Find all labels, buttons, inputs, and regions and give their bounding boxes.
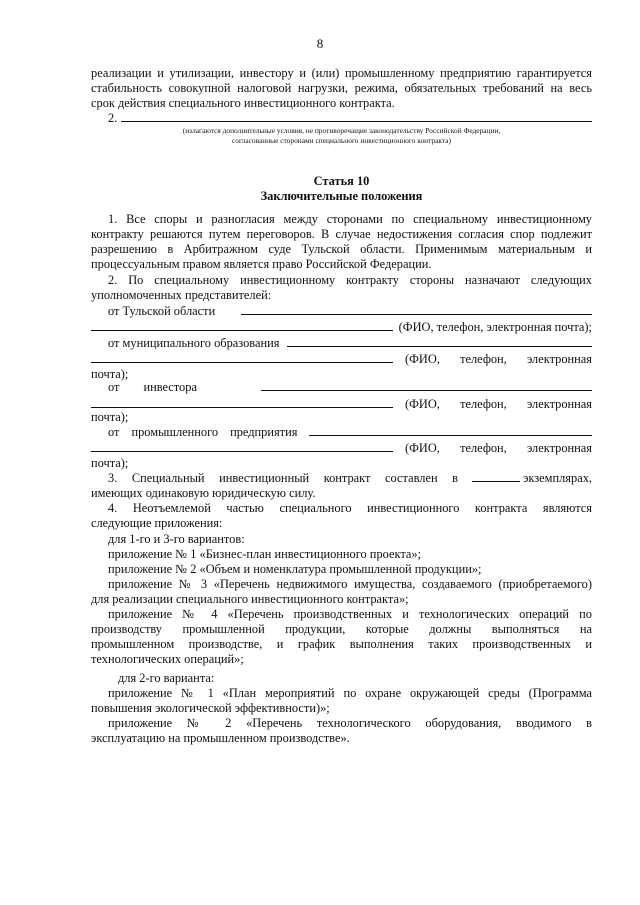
investor-mail-label: почта); [91, 410, 129, 424]
from-municipal-label: от муниципального образования [108, 336, 280, 350]
from-investor-word-1: от [108, 380, 120, 394]
p1-line-3: разрешению в Арбитражном суде Тульской области. Применимым материальным и [91, 242, 592, 256]
appendix-4-line-2: производству промышленной продукции, которые должны выполняться на [91, 622, 592, 636]
appendix-3-line-2: для реализации специального инвестиционного контракта»; [91, 592, 409, 606]
municipal-fio-blank [91, 352, 393, 363]
tula-fio-blank [91, 320, 393, 331]
representative-tula-fio-row [91, 320, 592, 335]
article-subtitle: Заключительные положения [260, 189, 423, 203]
variant-2-appendix-2-line-2: эксплуатацию на промышленном производстве». [91, 731, 350, 745]
enterprise-fio-word-2: телефон, [460, 441, 507, 455]
enterprise-fio-blank [91, 441, 393, 452]
intro-line-1: реализации и утилизации, инвестору и (или) промышленному предприятию гарантируется [91, 66, 592, 80]
p2-line-2: уполномоченных представителей: [91, 288, 272, 302]
investor-fio-word-1: (ФИО, [405, 397, 440, 411]
p4-line-1: 4. Неотъемлемой частью специального инвестиционного контракта являются [108, 501, 592, 515]
municipal-mail-label: почта); [91, 367, 129, 381]
representative-investor-row [108, 380, 592, 395]
tula-representative-blank [241, 304, 592, 315]
representative-tula-row [108, 304, 592, 319]
copies-count-blank [472, 471, 520, 482]
representative-enterprise-row [108, 425, 592, 440]
variant-2-appendix-1-line-1: приложение № 1 «План мероприятий по охране окружающей среды (Программа [108, 686, 592, 700]
tula-fio-label: (ФИО, телефон, электронная почта); [398, 320, 592, 334]
representative-enterprise-fio-row [91, 441, 592, 456]
from-investor-word-2: инвестора [143, 380, 197, 394]
enterprise-representative-blank [309, 425, 592, 436]
municipal-fio-word-1: (ФИО, [405, 352, 440, 366]
p3-line-1-text: 3. Специальный инвестиционный контракт составлен в [108, 471, 458, 485]
p3-line-2: имеющих одинаковую юридическую силу. [91, 486, 316, 500]
enterprise-mail-label: почта); [91, 456, 129, 470]
p3-copies-word: экземплярах, [523, 471, 592, 485]
appendix-4-line-3: промышленном производстве, и график выполнения таких производственных и [91, 637, 592, 651]
from-enterprise-word-2: промышленного [131, 425, 219, 439]
enterprise-fio-word-3: электронная [526, 441, 592, 455]
appendix-2: приложение № 2 «Объем и номенклатура промышленной продукции»; [108, 562, 482, 576]
variant-2-appendix-2-line-1: приложение № 2 «Перечень технологического оборудования, вводимого в [108, 716, 592, 730]
appendix-1: приложение № 1 «Бизнес-план инвестиционного проекта»; [108, 547, 422, 561]
investor-representative-blank [261, 380, 592, 391]
variants-1-3-heading: для 1-го и 3-го вариантов: [108, 532, 245, 546]
representative-municipal-row [108, 336, 592, 351]
enterprise-fio-word-1: (ФИО, [405, 441, 440, 455]
representative-municipal-fio-row [91, 352, 592, 367]
from-enterprise-word-1: от [108, 425, 120, 439]
p2-line-1: 2. По специальному инвестиционному контракту стороны назначают следующих [108, 273, 592, 287]
investor-fio-blank [91, 397, 393, 408]
additional-condition-blank [121, 111, 592, 122]
note-line-2: согласованные сторонами специального инвестиционного контракта) [232, 136, 451, 145]
municipal-fio-word-2: телефон, [460, 352, 507, 366]
appendix-4-line-1: приложение № 4 «Перечень производственных и технологических операций по [108, 607, 592, 621]
variant-2-heading: для 2-го варианта: [118, 671, 215, 685]
from-enterprise-word-3: предприятия [230, 425, 298, 439]
p1-line-2: контракту решаются путем переговоров. В случае недостижения согласия спор подлежит [91, 227, 592, 241]
item-2-number: 2. [108, 111, 118, 125]
intro-line-2: стабильность совокупной налоговой нагрузки, режима, обязательных требований на весь [91, 81, 592, 95]
from-tula-label: от Тульской области [108, 304, 216, 318]
p3-line-1 [108, 471, 592, 486]
municipal-fio-word-3: электронная [526, 352, 592, 366]
investor-fio-word-2: телефон, [460, 397, 507, 411]
p1-line-1: 1. Все споры и разногласия между сторонами по специальному инвестиционному [108, 212, 592, 226]
investor-fio-word-3: электронная [526, 397, 592, 411]
additional-condition-item [108, 111, 592, 126]
appendix-4-line-4: технологических операций»; [91, 652, 244, 666]
municipal-representative-blank [287, 336, 592, 347]
note-line-1: (излагаются дополнительные условия, не противоречащие законодательству Российской Федерации, [182, 126, 501, 135]
variant-2-appendix-1-line-2: повышения экологической эффективности)»; [91, 701, 330, 715]
p1-line-4: процессуальным правом является право Российской Федерации. [91, 257, 432, 271]
article-title: Статья 10 [313, 174, 370, 188]
appendix-3-line-1: приложение № 3 «Перечень недвижимого имущества, создаваемого (приобретаемого) [108, 577, 592, 591]
intro-line-3: срок действия специального инвестиционного контракта. [91, 96, 395, 110]
p4-line-2: следующие приложения: [91, 516, 223, 530]
page-number: 8 [316, 36, 324, 51]
